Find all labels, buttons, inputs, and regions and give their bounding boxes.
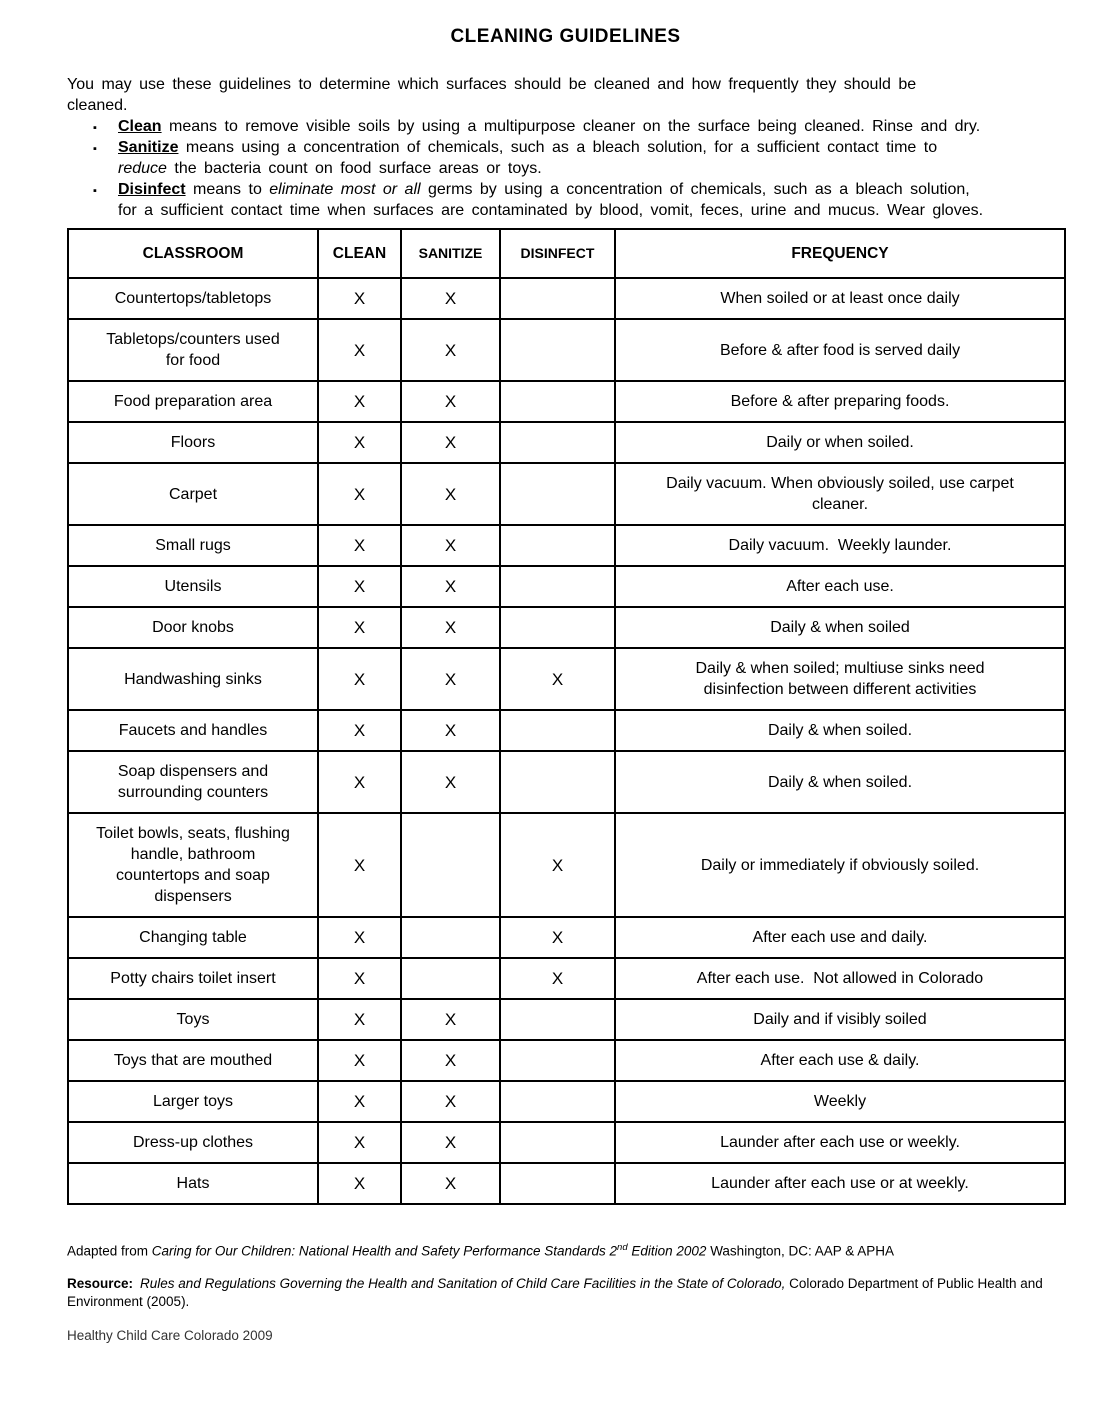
classroom-cell: Floors <box>68 422 318 463</box>
frequency-cell: After each use and daily. <box>615 917 1065 958</box>
disinfect-mark: X <box>500 648 615 710</box>
frequency-cell: Before & after food is served daily <box>615 319 1065 381</box>
classroom-cell: Carpet <box>68 463 318 525</box>
sanitize-mark: X <box>401 999 500 1040</box>
bullet-text: means using a concentration of chemicals, such as a bleach solution, for a sufficient contact time to <box>178 139 938 156</box>
bullet-text: means to <box>185 181 270 198</box>
table-row <box>68 751 1065 813</box>
table-row <box>68 525 1065 566</box>
table-row <box>68 648 1065 710</box>
disinfect-mark <box>500 607 615 648</box>
bullet-text-italic: reduce <box>118 160 167 177</box>
classroom-cell: Door knobs <box>68 607 318 648</box>
clean-mark: X <box>318 1122 401 1163</box>
bullet-term: Sanitize <box>118 139 179 156</box>
classroom-cell: Hats <box>68 1163 318 1204</box>
classroom-cell: Potty chairs toilet insert <box>68 958 318 999</box>
frequency-cell: Daily or immediately if obviously soiled. <box>615 813 1065 917</box>
table-row <box>68 463 1065 525</box>
disinfect-mark <box>500 319 615 381</box>
disinfect-mark <box>500 1081 615 1122</box>
sanitize-mark: X <box>401 1040 500 1081</box>
resource-label: Resource: <box>67 1275 134 1291</box>
clean-mark: X <box>318 751 401 813</box>
frequency-cell: Launder after each use or weekly. <box>615 1122 1065 1163</box>
classroom-cell: Tabletops/counters used for food <box>68 319 318 381</box>
table-row <box>68 999 1065 1040</box>
frequency-cell: Daily vacuum. When obviously soiled, use carpet cleaner. <box>615 463 1065 525</box>
frequency-cell: Daily & when soiled <box>615 607 1065 648</box>
clean-mark: X <box>318 1163 401 1204</box>
table-row <box>68 381 1065 422</box>
sanitize-mark: X <box>401 710 500 751</box>
adapted-publisher: Washington, DC: AAP & APHA <box>706 1243 895 1259</box>
disinfect-mark <box>500 566 615 607</box>
page-title: CLEANING GUIDELINES <box>450 26 681 47</box>
bullet-item-disinfect <box>118 179 990 221</box>
sanitize-mark <box>401 917 500 958</box>
disinfect-mark <box>500 463 615 525</box>
disinfect-mark <box>500 422 615 463</box>
disinfect-mark <box>500 1040 615 1081</box>
sanitize-mark: X <box>401 319 500 381</box>
bullet-text: germs by using a concentration of chemicals, such as a bleach solution, for a sufficient contact time when surfaces are contaminated by blood, vomit, feces, urine and mucus. Wear gloves. <box>118 181 984 219</box>
classroom-cell: Utensils <box>68 566 318 607</box>
table-row <box>68 319 1065 381</box>
disinfect-mark: X <box>500 958 615 999</box>
clean-mark: X <box>318 999 401 1040</box>
frequency-cell: After each use & daily. <box>615 1040 1065 1081</box>
sanitize-mark: X <box>401 422 500 463</box>
column-header-disinfect: DISINFECT <box>500 229 615 278</box>
intro-paragraph: You may use these guidelines to determine which surfaces should be cleaned and how frequently they should be cleaned. <box>67 76 917 114</box>
classroom-cell: Faucets and handles <box>68 710 318 751</box>
clean-mark: X <box>318 648 401 710</box>
frequency-cell: Launder after each use or at weekly. <box>615 1163 1065 1204</box>
column-header-sanitize: SANITIZE <box>401 229 500 278</box>
adapted-edition: Edition 2002 <box>627 1243 707 1259</box>
table-row <box>68 607 1065 648</box>
bullet-term: Disinfect <box>118 181 186 198</box>
sanitize-mark: X <box>401 1122 500 1163</box>
definition-list <box>67 116 990 221</box>
adapted-prefix: Adapted from <box>67 1243 152 1259</box>
frequency-cell: Daily and if visibly soiled <box>615 999 1065 1040</box>
table-row <box>68 1163 1065 1204</box>
resource-publisher: Colorado Department of Public Health and Environment (2005). <box>67 1275 1043 1309</box>
table-row <box>68 1122 1065 1163</box>
sanitize-mark: X <box>401 751 500 813</box>
frequency-cell: Daily & when soiled; multiuse sinks need disinfection between different activities <box>615 648 1065 710</box>
frequency-cell: Daily & when soiled. <box>615 751 1065 813</box>
disinfect-mark: X <box>500 813 615 917</box>
sanitize-mark: X <box>401 648 500 710</box>
bullet-item-clean <box>118 116 990 137</box>
resource-line <box>67 1275 1057 1311</box>
disinfect-mark <box>500 1122 615 1163</box>
credit-line: Healthy Child Care Colorado 2009 <box>67 1327 273 1343</box>
clean-mark: X <box>318 958 401 999</box>
bullet-term: Clean <box>118 118 162 135</box>
clean-mark: X <box>318 463 401 525</box>
table-row <box>68 1081 1065 1122</box>
sanitize-mark: X <box>401 566 500 607</box>
column-header-frequency: FREQUENCY <box>615 229 1065 278</box>
cleaning-guidelines-table <box>67 228 1066 1205</box>
classroom-cell: Dress-up clothes <box>68 1122 318 1163</box>
disinfect-mark: X <box>500 917 615 958</box>
frequency-cell: When soiled or at least once daily <box>615 278 1065 319</box>
frequency-cell: Daily or when soiled. <box>615 422 1065 463</box>
table-row <box>68 917 1065 958</box>
resource-title: Rules and Regulations Governing the Health and Sanitation of Child Care Facilities in the State of Colorado, <box>140 1275 786 1291</box>
table-row <box>68 422 1065 463</box>
classroom-cell: Toys <box>68 999 318 1040</box>
classroom-cell: Small rugs <box>68 525 318 566</box>
bullet-item-sanitize <box>118 137 990 179</box>
sanitize-mark: X <box>401 525 500 566</box>
frequency-cell: Before & after preparing foods. <box>615 381 1065 422</box>
sanitize-mark: X <box>401 463 500 525</box>
clean-mark: X <box>318 710 401 751</box>
bullet-text: means to remove visible soils by using a multipurpose cleaner on the surface being cleaned. Rinse and dry. <box>161 118 981 135</box>
frequency-cell: Daily vacuum. Weekly launder. <box>615 525 1065 566</box>
clean-mark: X <box>318 607 401 648</box>
table-row <box>68 813 1065 917</box>
classroom-cell: Countertops/tabletops <box>68 278 318 319</box>
clean-mark: X <box>318 381 401 422</box>
clean-mark: X <box>318 917 401 958</box>
classroom-cell: Changing table <box>68 917 318 958</box>
sanitize-mark: X <box>401 1081 500 1122</box>
disinfect-mark <box>500 751 615 813</box>
classroom-cell: Food preparation area <box>68 381 318 422</box>
sanitize-mark <box>401 958 500 999</box>
clean-mark: X <box>318 813 401 917</box>
footer <box>67 1239 1057 1345</box>
edition-superscript: nd <box>617 1242 628 1253</box>
frequency-cell: Weekly <box>615 1081 1065 1122</box>
table-row <box>68 278 1065 319</box>
frequency-cell: After each use. Not allowed in Colorado <box>615 958 1065 999</box>
classroom-cell: Larger toys <box>68 1081 318 1122</box>
adapted-source-title: Caring for Our Children: National Health and Safety Performance Standards 2 <box>151 1243 618 1259</box>
table-header-row <box>68 229 1065 278</box>
disinfect-mark <box>500 1163 615 1204</box>
classroom-cell: Soap dispensers and surrounding counters <box>68 751 318 813</box>
column-header-classroom: CLASSROOM <box>68 229 318 278</box>
adapted-from-line <box>67 1239 1057 1261</box>
table-body <box>68 278 1065 1204</box>
frequency-cell: Daily & when soiled. <box>615 710 1065 751</box>
table-row <box>68 566 1065 607</box>
bullet-text-italic: eliminate most or all <box>269 181 421 198</box>
table-row <box>68 958 1065 999</box>
sanitize-mark: X <box>401 381 500 422</box>
disinfect-mark <box>500 381 615 422</box>
clean-mark: X <box>318 1040 401 1081</box>
clean-mark: X <box>318 566 401 607</box>
sanitize-mark: X <box>401 607 500 648</box>
table-row <box>68 710 1065 751</box>
disinfect-mark <box>500 525 615 566</box>
disinfect-mark <box>500 278 615 319</box>
sanitize-mark <box>401 813 500 917</box>
classroom-cell: Handwashing sinks <box>68 648 318 710</box>
bullet-text: the bacteria count on food surface areas or toys. <box>166 160 542 177</box>
disinfect-mark <box>500 999 615 1040</box>
clean-mark: X <box>318 278 401 319</box>
table-row <box>68 1040 1065 1081</box>
classroom-cell: Toys that are mouthed <box>68 1040 318 1081</box>
frequency-cell: After each use. <box>615 566 1065 607</box>
clean-mark: X <box>318 319 401 381</box>
clean-mark: X <box>318 1081 401 1122</box>
clean-mark: X <box>318 422 401 463</box>
sanitize-mark: X <box>401 278 500 319</box>
disinfect-mark <box>500 710 615 751</box>
column-header-clean: CLEAN <box>318 229 401 278</box>
clean-mark: X <box>318 525 401 566</box>
classroom-cell: Toilet bowls, seats, flushing handle, bathroom countertops and soap dispensers <box>68 813 318 917</box>
sanitize-mark: X <box>401 1163 500 1204</box>
